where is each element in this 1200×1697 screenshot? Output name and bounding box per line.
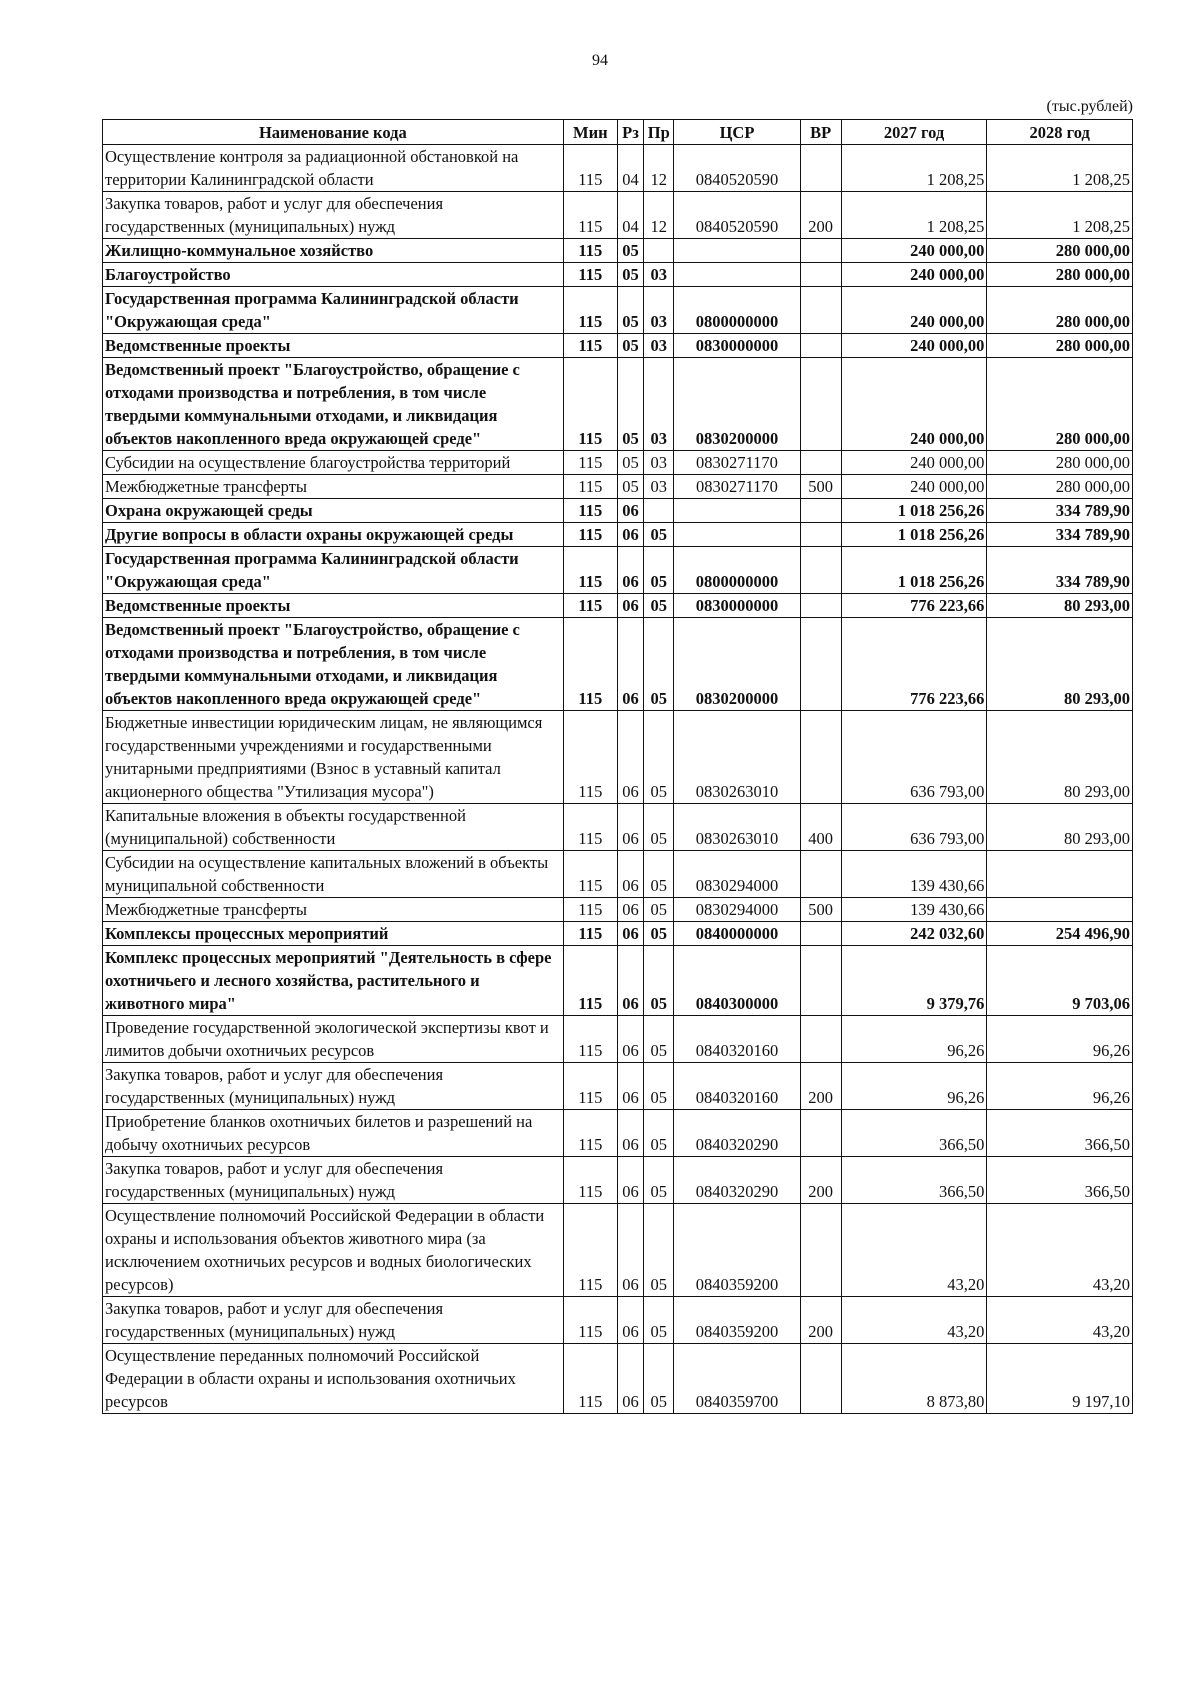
table-row [103, 239, 1133, 263]
cell-y2027: 1 208,25 [841, 192, 987, 239]
cell-y2027: 636 793,00 [841, 711, 987, 804]
cell-y2028: 334 789,90 [987, 523, 1133, 547]
cell-rz: 06 [617, 1297, 643, 1344]
cell-min: 115 [563, 192, 617, 239]
cell-name: Субсидии на осуществление капитальных вложений в объекты муниципальной собственности [103, 851, 564, 898]
cell-rz: 06 [617, 1157, 643, 1204]
cell-y2028: 280 000,00 [987, 263, 1133, 287]
cell-name: Закупка товаров, работ и услуг для обеспечения государственных (муниципальных) нужд [103, 1157, 564, 1204]
cell-vr [800, 711, 841, 804]
cell-y2028: 366,50 [987, 1110, 1133, 1157]
cell-min: 115 [563, 547, 617, 594]
cell-pr: 05 [644, 523, 674, 547]
cell-pr: 03 [644, 451, 674, 475]
cell-y2027: 240 000,00 [841, 334, 987, 358]
cell-pr: 05 [644, 1063, 674, 1110]
cell-vr [800, 618, 841, 711]
cell-y2027: 139 430,66 [841, 851, 987, 898]
cell-vr [800, 547, 841, 594]
table-header-row [103, 120, 1133, 145]
cell-rz: 06 [617, 804, 643, 851]
cell-vr [800, 851, 841, 898]
table-row [103, 594, 1133, 618]
cell-name: Охрана окружающей среды [103, 499, 564, 523]
cell-rz: 05 [617, 287, 643, 334]
cell-vr [800, 239, 841, 263]
cell-name: Межбюджетные трансферты [103, 475, 564, 499]
cell-csr: 0840000000 [674, 922, 800, 946]
cell-pr: 12 [644, 145, 674, 192]
cell-vr: 200 [800, 1297, 841, 1344]
cell-vr [800, 946, 841, 1016]
cell-name: Комплекс процессных мероприятий "Деятельность в сфере охотничьего и лесного хозяйства, растительного и животного мира" [103, 946, 564, 1016]
cell-vr [800, 594, 841, 618]
cell-min: 115 [563, 145, 617, 192]
cell-csr: 0840359200 [674, 1204, 800, 1297]
cell-csr: 0840520590 [674, 145, 800, 192]
cell-rz: 04 [617, 145, 643, 192]
cell-csr: 0840359200 [674, 1297, 800, 1344]
cell-min: 115 [563, 946, 617, 1016]
cell-min: 115 [563, 1297, 617, 1344]
cell-y2028: 280 000,00 [987, 475, 1133, 499]
cell-rz: 06 [617, 1016, 643, 1063]
cell-pr: 05 [644, 1344, 674, 1414]
cell-csr: 0830271170 [674, 451, 800, 475]
cell-rz: 05 [617, 358, 643, 451]
cell-min: 115 [563, 1063, 617, 1110]
cell-pr: 03 [644, 358, 674, 451]
cell-name: Другие вопросы в области охраны окружающей среды [103, 523, 564, 547]
cell-vr [800, 1016, 841, 1063]
cell-name: Государственная программа Калининградской области "Окружающая среда" [103, 287, 564, 334]
cell-y2028: 1 208,25 [987, 145, 1133, 192]
cell-name: Субсидии на осуществление благоустройства территорий [103, 451, 564, 475]
cell-vr: 500 [800, 475, 841, 499]
cell-csr [674, 499, 800, 523]
table-row [103, 1110, 1133, 1157]
cell-vr [800, 451, 841, 475]
cell-rz: 05 [617, 334, 643, 358]
cell-min: 115 [563, 1016, 617, 1063]
cell-csr: 0840300000 [674, 946, 800, 1016]
cell-y2028: 96,26 [987, 1016, 1133, 1063]
cell-name: Осуществление переданных полномочий Российской Федерации в области охраны и использования охотничьих ресурсов [103, 1344, 564, 1414]
cell-y2028: 9 197,10 [987, 1344, 1133, 1414]
cell-y2027: 96,26 [841, 1016, 987, 1063]
cell-min: 115 [563, 804, 617, 851]
cell-y2028: 334 789,90 [987, 499, 1133, 523]
cell-y2027: 9 379,76 [841, 946, 987, 1016]
cell-vr [800, 358, 841, 451]
cell-name: Ведомственный проект "Благоустройство, обращение с отходами производства и потребления, в том числе твердыми коммунальными отходами, и ликвидация объектов накопленного вреда окружающей среде" [103, 358, 564, 451]
table-row [103, 499, 1133, 523]
cell-csr: 0830000000 [674, 594, 800, 618]
cell-min: 115 [563, 1204, 617, 1297]
cell-name: Капитальные вложения в объекты государственной (муниципальной) собственности [103, 804, 564, 851]
cell-rz: 05 [617, 239, 643, 263]
cell-rz: 06 [617, 523, 643, 547]
table-row [103, 711, 1133, 804]
table-row [103, 1157, 1133, 1204]
cell-y2027: 776 223,66 [841, 594, 987, 618]
cell-y2027: 240 000,00 [841, 263, 987, 287]
cell-y2028: 280 000,00 [987, 451, 1133, 475]
cell-name: Жилищно-коммунальное хозяйство [103, 239, 564, 263]
table-row [103, 851, 1133, 898]
cell-csr: 0840320160 [674, 1063, 800, 1110]
cell-y2028: 80 293,00 [987, 594, 1133, 618]
cell-vr [800, 263, 841, 287]
cell-name: Комплексы процессных мероприятий [103, 922, 564, 946]
cell-rz: 05 [617, 475, 643, 499]
cell-vr: 200 [800, 1157, 841, 1204]
cell-rz: 06 [617, 547, 643, 594]
table-row [103, 1063, 1133, 1110]
cell-min: 115 [563, 1344, 617, 1414]
cell-csr: 0830294000 [674, 898, 800, 922]
cell-name: Закупка товаров, работ и услуг для обеспечения государственных (муниципальных) нужд [103, 1063, 564, 1110]
cell-pr: 05 [644, 547, 674, 594]
cell-vr [800, 1344, 841, 1414]
cell-pr: 03 [644, 475, 674, 499]
cell-y2027: 240 000,00 [841, 287, 987, 334]
table-row [103, 358, 1133, 451]
cell-y2028: 280 000,00 [987, 239, 1133, 263]
cell-name: Осуществление контроля за радиационной обстановкой на территории Калининградской области [103, 145, 564, 192]
cell-csr: 0800000000 [674, 547, 800, 594]
cell-y2027: 240 000,00 [841, 239, 987, 263]
table-row [103, 898, 1133, 922]
cell-name: Ведомственный проект "Благоустройство, обращение с отходами производства и потребления, в том числе твердыми коммунальными отходами, и ликвидация объектов накопленного вреда окружающей среде" [103, 618, 564, 711]
cell-rz: 06 [617, 618, 643, 711]
cell-csr: 0830263010 [674, 804, 800, 851]
cell-csr: 0800000000 [674, 287, 800, 334]
cell-vr: 400 [800, 804, 841, 851]
cell-y2027: 8 873,80 [841, 1344, 987, 1414]
cell-csr: 0830200000 [674, 358, 800, 451]
cell-csr [674, 263, 800, 287]
table-row [103, 287, 1133, 334]
cell-csr: 0830294000 [674, 851, 800, 898]
cell-y2027: 240 000,00 [841, 451, 987, 475]
cell-vr [800, 334, 841, 358]
cell-name: Бюджетные инвестиции юридическим лицам, не являющимся государственными учреждениями и государственными унитарными предприятиями (Взнос в уставный капитал акционерного общества "Утилизация мусора") [103, 711, 564, 804]
cell-y2027: 43,20 [841, 1297, 987, 1344]
table-row [103, 804, 1133, 851]
cell-rz: 06 [617, 851, 643, 898]
cell-rz: 06 [617, 898, 643, 922]
table-row [103, 145, 1133, 192]
cell-name: Межбюджетные трансферты [103, 898, 564, 922]
cell-csr: 0830271170 [674, 475, 800, 499]
cell-pr: 12 [644, 192, 674, 239]
cell-csr: 0830200000 [674, 618, 800, 711]
cell-pr: 05 [644, 898, 674, 922]
cell-y2028: 43,20 [987, 1297, 1133, 1344]
cell-pr: 05 [644, 1016, 674, 1063]
table-row [103, 1297, 1133, 1344]
cell-rz: 06 [617, 922, 643, 946]
cell-csr: 0840320290 [674, 1110, 800, 1157]
cell-pr: 05 [644, 804, 674, 851]
header-rz: Рз [617, 120, 643, 145]
cell-name: Ведомственные проекты [103, 594, 564, 618]
cell-vr [800, 287, 841, 334]
cell-pr: 05 [644, 1110, 674, 1157]
cell-pr: 05 [644, 594, 674, 618]
cell-pr: 05 [644, 922, 674, 946]
header-vr: ВР [800, 120, 841, 145]
cell-y2028 [987, 898, 1133, 922]
cell-min: 115 [563, 523, 617, 547]
cell-name: Государственная программа Калининградской области "Окружающая среда" [103, 547, 564, 594]
cell-min: 115 [563, 334, 617, 358]
cell-y2027: 366,50 [841, 1157, 987, 1204]
cell-y2028: 280 000,00 [987, 358, 1133, 451]
cell-name: Осуществление полномочий Российской Федерации в области охраны и использования объектов животного мира (за исключением охотничьих ресурсов и водных биологических ресурсов) [103, 1204, 564, 1297]
cell-y2028: 80 293,00 [987, 711, 1133, 804]
cell-y2028: 43,20 [987, 1204, 1133, 1297]
cell-pr: 05 [644, 1157, 674, 1204]
cell-rz: 06 [617, 1204, 643, 1297]
cell-vr [800, 523, 841, 547]
cell-rz: 06 [617, 499, 643, 523]
cell-name: Закупка товаров, работ и услуг для обеспечения государственных (муниципальных) нужд [103, 192, 564, 239]
cell-vr [800, 145, 841, 192]
cell-csr: 0830263010 [674, 711, 800, 804]
cell-rz: 04 [617, 192, 643, 239]
header-pr: Пр [644, 120, 674, 145]
cell-min: 115 [563, 594, 617, 618]
cell-pr [644, 499, 674, 523]
cell-vr [800, 1110, 841, 1157]
cell-pr [644, 239, 674, 263]
cell-y2028: 254 496,90 [987, 922, 1133, 946]
header-csr: ЦСР [674, 120, 800, 145]
header-2027: 2027 год [841, 120, 987, 145]
cell-pr: 05 [644, 1297, 674, 1344]
cell-y2027: 366,50 [841, 1110, 987, 1157]
cell-y2027: 1 208,25 [841, 145, 987, 192]
cell-vr: 500 [800, 898, 841, 922]
cell-rz: 06 [617, 1110, 643, 1157]
cell-min: 115 [563, 851, 617, 898]
cell-vr [800, 922, 841, 946]
cell-csr: 0840520590 [674, 192, 800, 239]
cell-pr: 03 [644, 334, 674, 358]
cell-name: Благоустройство [103, 263, 564, 287]
cell-y2027: 1 018 256,26 [841, 523, 987, 547]
cell-pr: 03 [644, 287, 674, 334]
cell-csr: 0840320290 [674, 1157, 800, 1204]
cell-y2027: 242 032,60 [841, 922, 987, 946]
table-row [103, 523, 1133, 547]
table-row [103, 618, 1133, 711]
cell-min: 115 [563, 499, 617, 523]
cell-name: Проведение государственной экологической экспертизы квот и лимитов добычи охотничьих ресурсов [103, 1016, 564, 1063]
table-row [103, 1344, 1133, 1414]
cell-rz: 05 [617, 263, 643, 287]
cell-y2027: 139 430,66 [841, 898, 987, 922]
cell-rz: 05 [617, 451, 643, 475]
header-name: Наименование кода [103, 120, 564, 145]
cell-vr [800, 499, 841, 523]
cell-rz: 06 [617, 711, 643, 804]
cell-min: 115 [563, 1110, 617, 1157]
cell-y2028: 334 789,90 [987, 547, 1133, 594]
cell-csr: 0840320160 [674, 1016, 800, 1063]
table-row [103, 192, 1133, 239]
cell-vr: 200 [800, 1063, 841, 1110]
unit-note: (тыс.рублей) [1046, 98, 1133, 115]
cell-csr [674, 523, 800, 547]
cell-min: 115 [563, 263, 617, 287]
cell-vr [800, 1204, 841, 1297]
cell-csr: 0830000000 [674, 334, 800, 358]
cell-y2028: 96,26 [987, 1063, 1133, 1110]
table-row [103, 475, 1133, 499]
cell-pr: 05 [644, 618, 674, 711]
table-row [103, 946, 1133, 1016]
cell-y2028: 1 208,25 [987, 192, 1133, 239]
table-row [103, 1016, 1133, 1063]
cell-csr [674, 239, 800, 263]
cell-min: 115 [563, 475, 617, 499]
cell-pr: 05 [644, 946, 674, 1016]
cell-y2027: 43,20 [841, 1204, 987, 1297]
table-row [103, 334, 1133, 358]
cell-y2027: 240 000,00 [841, 475, 987, 499]
cell-min: 115 [563, 1157, 617, 1204]
header-min: Мин [563, 120, 617, 145]
cell-y2028: 280 000,00 [987, 334, 1133, 358]
cell-y2028: 80 293,00 [987, 804, 1133, 851]
cell-y2027: 240 000,00 [841, 358, 987, 451]
cell-pr: 05 [644, 1204, 674, 1297]
cell-pr: 05 [644, 711, 674, 804]
cell-min: 115 [563, 451, 617, 475]
cell-vr: 200 [800, 192, 841, 239]
cell-min: 115 [563, 287, 617, 334]
cell-rz: 06 [617, 1344, 643, 1414]
cell-y2028: 366,50 [987, 1157, 1133, 1204]
page-number: 94 [592, 52, 608, 69]
cell-csr: 0840359700 [674, 1344, 800, 1414]
cell-y2027: 1 018 256,26 [841, 547, 987, 594]
cell-y2027: 636 793,00 [841, 804, 987, 851]
cell-min: 115 [563, 239, 617, 263]
cell-min: 115 [563, 898, 617, 922]
cell-rz: 06 [617, 946, 643, 1016]
budget-table [102, 119, 1133, 1414]
cell-y2027: 96,26 [841, 1063, 987, 1110]
cell-name: Ведомственные проекты [103, 334, 564, 358]
cell-y2028: 80 293,00 [987, 618, 1133, 711]
cell-rz: 06 [617, 594, 643, 618]
cell-pr: 05 [644, 851, 674, 898]
cell-min: 115 [563, 358, 617, 451]
cell-min: 115 [563, 618, 617, 711]
header-2028: 2028 год [987, 120, 1133, 145]
cell-y2027: 1 018 256,26 [841, 499, 987, 523]
cell-rz: 06 [617, 1063, 643, 1110]
table-row [103, 547, 1133, 594]
cell-name: Закупка товаров, работ и услуг для обеспечения государственных (муниципальных) нужд [103, 1297, 564, 1344]
cell-pr: 03 [644, 263, 674, 287]
cell-y2028 [987, 851, 1133, 898]
cell-min: 115 [563, 922, 617, 946]
cell-y2027: 776 223,66 [841, 618, 987, 711]
cell-name: Приобретение бланков охотничьих билетов и разрешений на добычу охотничьих ресурсов [103, 1110, 564, 1157]
cell-y2028: 280 000,00 [987, 287, 1133, 334]
cell-y2028: 9 703,06 [987, 946, 1133, 1016]
table-row [103, 451, 1133, 475]
table-body [103, 145, 1133, 1414]
table-row [103, 263, 1133, 287]
cell-min: 115 [563, 711, 617, 804]
table-row [103, 922, 1133, 946]
table-row [103, 1204, 1133, 1297]
